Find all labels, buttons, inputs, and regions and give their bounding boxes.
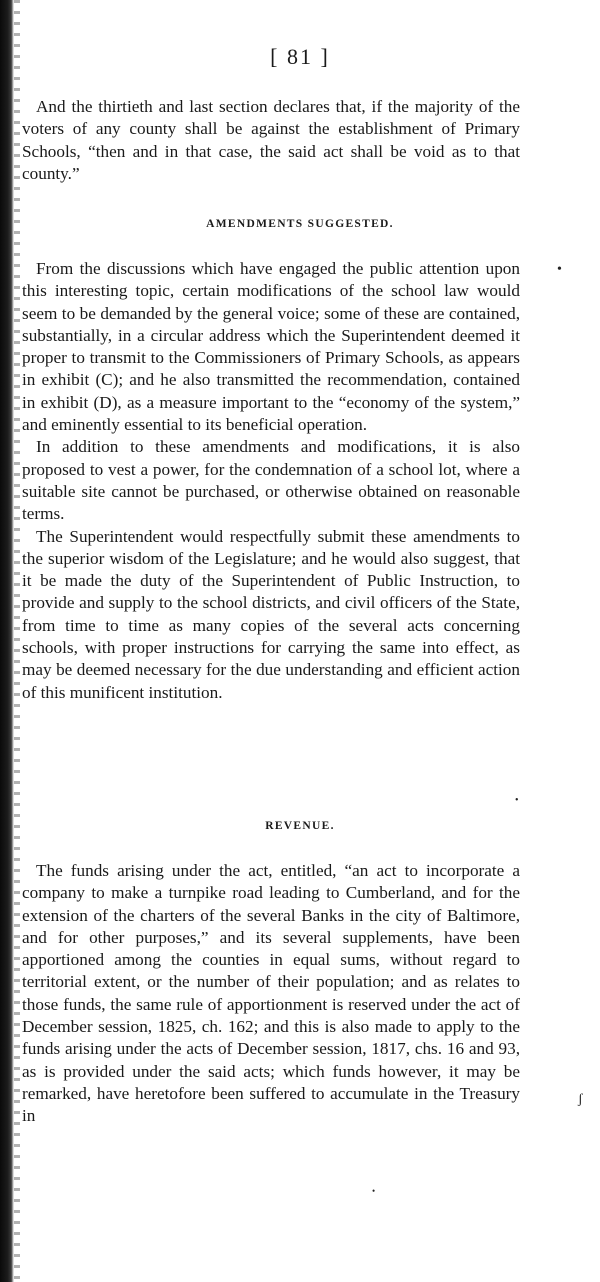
revenue-section: [22, 860, 520, 1128]
heading-amendments: AMENDMENTS SUGGESTED.: [206, 218, 394, 230]
margin-speck: •: [372, 1186, 376, 1196]
margin-speck: •: [557, 262, 562, 277]
intro-paragraph-block: [22, 96, 520, 185]
heading-revenue: REVENUE.: [265, 820, 335, 832]
intro-paragraph: And the thirtieth and last section declares that, if the majority of the voters of any county shall be against the establishment of Primary Schools, “then and in that case, the said act shall be void as to that county.”: [22, 97, 520, 183]
amendments-section: [22, 258, 520, 704]
revenue-paragraph: The funds arising under the act, entitled, “an act to incorporate a company to make a turnpike road leading to Cumberland, and for the extension of the charters of the several Banks in the city of Baltimore, and for other purposes,” and its several supplements, have been apportioned among the counties in equal sums, without regard to territorial extent, or the number of their population; and as relates to those funds, the same rule of apportionment is reserved under the act of December session, 1825, ch. 162; and this is also made to apply to the funds arising under the acts of December session, 1817, chs. 16 and 93, as is provided under the said acts; which funds however, it may be remarked, have heretofore been suffered to accumulate in the Treasury in: [22, 861, 520, 1126]
book-spine-shadow: [0, 0, 14, 1282]
page-gutter-edge: [14, 0, 20, 1282]
margin-speck: •: [515, 795, 519, 806]
amendments-paragraph-1: From the discussions which have engaged the public attention upon this interesting topic, certain modifications of the school law would seem to be demanded by the general voice; some of these are contained, substantially, in a circular address which the Superintendent deemed it proper to transmit to the Commissioners of Primary Schools, as appears in exhibit (C); and he also transmitted the recommendation, contained in exhibit (D), as a measure important to the “economy of the system,” and eminently essential to its beneficial operation.: [22, 259, 520, 435]
page-number: [ 81 ]: [270, 44, 330, 69]
margin-speck: ʃ: [578, 1092, 583, 1107]
amendments-paragraph-3: The Superintendent would respectfully submit these amendments to the superior wisdom of the Legislature; and he would also suggest, that it be made the duty of the Superintendent of Public Instruction, to provide and supply to the school districts, and civil officers of the State, from time to time as many copies of the several acts concerning schools, with proper instructions for carrying the same into effect, as may be deemed necessary for the due understanding and efficient action of this munificent institution.: [22, 526, 520, 702]
amendments-paragraph-2: In addition to these amendments and modifications, it is also proposed to vest a power, for the condemnation of a school lot, where a suitable site cannot be purchased, or otherwise obtained on reasonable terms.: [22, 437, 520, 524]
